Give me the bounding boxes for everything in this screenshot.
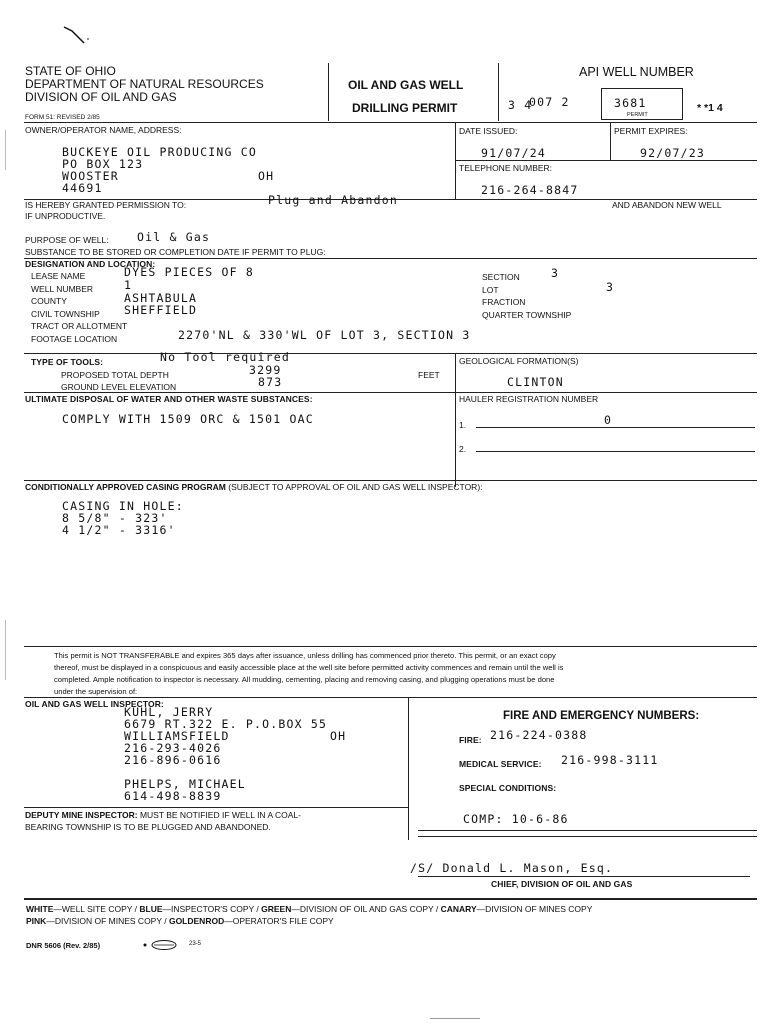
inspector-state: OH [330,729,347,743]
rule [24,697,757,698]
rule [24,646,757,647]
api-part-1: 3 4 [508,98,533,112]
permit-expires-label: PERMIT EXPIRES: [614,126,688,136]
special-conditions-label: SPECIAL CONDITIONS: [459,783,557,793]
tools-label: TYPE OF TOOLS: [31,357,104,367]
geological-value: CLINTON [507,375,564,389]
api-label: API WELL NUMBER [579,65,694,79]
api-divider [498,63,499,121]
rule [430,1018,480,1019]
notice-line-3: completed. Ample notification to inspector is necessary. All mudding, cementing, placing and removing casing, and plugging operations must be done [54,675,555,684]
owner-zip: 44691 [62,181,103,195]
notice-line-2: thereof, must be displayed in a conspicuous and easily accessible place at the well site before permitted activity commences and remain until the well is [54,663,564,672]
notice-line-1: This permit is NOT TRANSFERABLE and expires 365 days after issuance, unless drilling has commenced prior thereto. This permit, or an exact copy [54,651,556,660]
notice-line-4: under the supervision of: [54,687,138,696]
printer-logo [142,938,192,956]
depth-value: 3299 [249,363,282,377]
fraction-label: FRACTION [482,297,526,307]
owner-name: BUCKEYE OIL PRODUCING CO [62,145,257,159]
owner-label: OWNER/OPERATOR NAME, ADDRESS: [25,125,182,135]
inspector-phone-1: 216-293-4026 [124,741,222,755]
inspector-phone-2: 216-896-0616 [124,753,222,767]
header-divider [328,63,329,121]
permission-suffix: AND ABANDON NEW WELL [612,200,722,210]
api-part-2: 007 2 [529,95,570,109]
signature: /S/ Donald L. Mason, Esq. [410,861,614,875]
date-issued: 91/07/24 [481,146,546,160]
lot-value: 3 [606,280,615,294]
elevation-label: GROUND LEVEL ELEVATION [61,382,177,392]
copy-distribution-2: PINK—DIVISION OF MINES COPY / GOLDENROD—OPERATOR'S FILE COPY [26,916,334,926]
fire-label: FIRE: [459,735,482,745]
lease-name-label: LEASE NAME [31,271,86,281]
telephone-number: 216-264-8847 [481,183,579,197]
rule [24,122,757,123]
owner-city: WOOSTER [62,169,119,183]
stray-mark [62,25,92,52]
disposal-label: ULTIMATE DISPOSAL OF WATER AND OTHER WASTE SUBSTANCES: [25,394,313,404]
depth-label: PROPOSED TOTAL DEPTH [61,370,169,380]
permission-line-2: IF UNPRODUCTIVE. [25,211,106,221]
geological-label: GEOLOGICAL FORMATION(S) [459,356,579,366]
designation-label: DESIGNATION AND LOCATION: [25,259,156,269]
deputy-text: BEARING TOWNSHIP IS TO BE PLUGGED AND ABANDONED. [25,822,271,832]
permission-action: Plug and Abandon [268,193,398,207]
rule [418,830,757,831]
department-name: DEPARTMENT OF NATURAL RESOURCES [25,77,264,91]
hauler-2-number: 2. [459,444,467,454]
casing-line-2: 8 5/8" - 323' [62,511,168,525]
owner-state: OH [258,169,275,183]
permission-prefix: IS HEREBY GRANTED PERMISSION TO: [25,200,187,210]
rule [476,427,755,428]
lot-label: LOT [482,285,499,295]
medical-label: MEDICAL SERVICE: [459,759,542,769]
purpose-value: Oil & Gas [137,230,211,244]
inspector-address: 6679 RT.322 E. P.O.BOX 55 [124,717,328,731]
rule [24,353,757,354]
lease-name: DYES PIECES OF 8 [124,265,254,279]
rule [455,353,456,487]
rule [24,392,757,393]
state-name: STATE OF OHIO [25,64,116,78]
hauler-label: HAULER REGISTRATION NUMBER [459,394,599,404]
tools-value: No Tool required [160,350,290,364]
section-value: 3 [551,266,560,280]
rule [418,836,757,837]
fire-number: 216-224-0388 [490,728,588,742]
permit-small-label: PERMIT [627,112,648,118]
title-line-2: DRILLING PERMIT [352,101,458,115]
elevation-value: 873 [258,375,283,389]
inspector-city: WILLIAMSFIELD [124,729,230,743]
quarter-township-label: QUARTER TOWNSHIP [482,310,572,320]
rule [5,620,6,680]
feet-label: FEET [418,370,440,380]
api-suffix: * *1 4 [697,102,723,114]
form-number: FORM 51: REVISED 2/85 [25,114,100,121]
emergency-title: FIRE AND EMERGENCY NUMBERS: [503,710,700,722]
permit-number: 3681 [614,96,647,110]
deputy-label: DEPUTY MINE INSPECTOR: MUST BE NOTIFIED IF WELL IN A COAL- [25,810,301,820]
casing-label: CONDITIONALLY APPROVED CASING PROGRAM (SUBJECT TO APPROVAL OF OIL AND GAS WELL INSPECTOR): [25,482,483,492]
hauler-1-number: 1. [459,420,467,430]
casing-line-3: 4 1/2" - 3316' [62,523,176,537]
inspector-2-phone: 614-498-8839 [124,789,222,803]
chief-title: CHIEF, DIVISION OF OIL AND GAS [491,879,633,889]
substance-note: SUBSTANCE TO BE STORED OR COMPLETION DATE IF PERMIT TO PLUG: [25,247,326,257]
hauler-1-value: 0 [604,413,613,427]
rule [24,480,757,481]
rule [24,807,408,808]
owner-pobox: PO BOX 123 [62,157,144,171]
purpose-label: PURPOSE OF WELL: [25,235,109,245]
tract-label: TRACT OR ALLOTMENT [31,321,128,331]
telephone-label: TELEPHONE NUMBER: [459,163,553,173]
well-number: 1 [124,278,133,292]
rule [408,697,409,840]
medical-number: 216-998-3111 [561,753,659,767]
rule [5,130,6,170]
civil-township-label: CIVIL TOWNSHIP [31,309,100,319]
copy-distribution-1: WHITE—WELL SITE COPY / BLUE—INSPECTOR'S COPY / GREEN—DIVISION OF OIL AND GAS COPY / CANARY—DIVISION OF MINES COPY [26,904,593,914]
civil-township: SHEFFIELD [124,303,198,317]
rule [418,876,750,877]
title-line-1: OIL AND GAS WELL [348,78,464,92]
completion-note: COMP: 10-6-86 [463,812,569,826]
inspector-label: OIL AND GAS WELL INSPECTOR: [25,699,164,709]
well-number-label: WELL NUMBER [31,284,94,294]
footage-location: 2270'NL & 330'WL OF LOT 3, SECTION 3 [178,328,471,342]
section-label: SECTION [482,272,520,282]
printer-code: 23-5 [189,941,202,947]
rule [24,898,757,900]
division-name: DIVISION OF OIL AND GAS [25,90,177,104]
footage-label: FOOTAGE LOCATION [31,334,118,344]
date-issued-label: DATE ISSUED: [459,126,518,136]
county: ASHTABULA [124,291,198,305]
casing-line-1: CASING IN HOLE: [62,499,184,513]
inspector-2-name: PHELPS, MICHAEL [124,777,246,791]
dnr-form-number: DNR 5606 (Rev. 2/85) [26,941,101,950]
rule [455,160,757,161]
inspector-name: KUHL, JERRY [124,705,214,719]
permit-expires: 92/07/23 [640,146,705,160]
county-label: COUNTY [31,296,67,306]
disposal-text: COMPLY WITH 1509 ORC & 1501 OAC [62,412,314,426]
rule [610,122,611,160]
rule [476,451,755,452]
